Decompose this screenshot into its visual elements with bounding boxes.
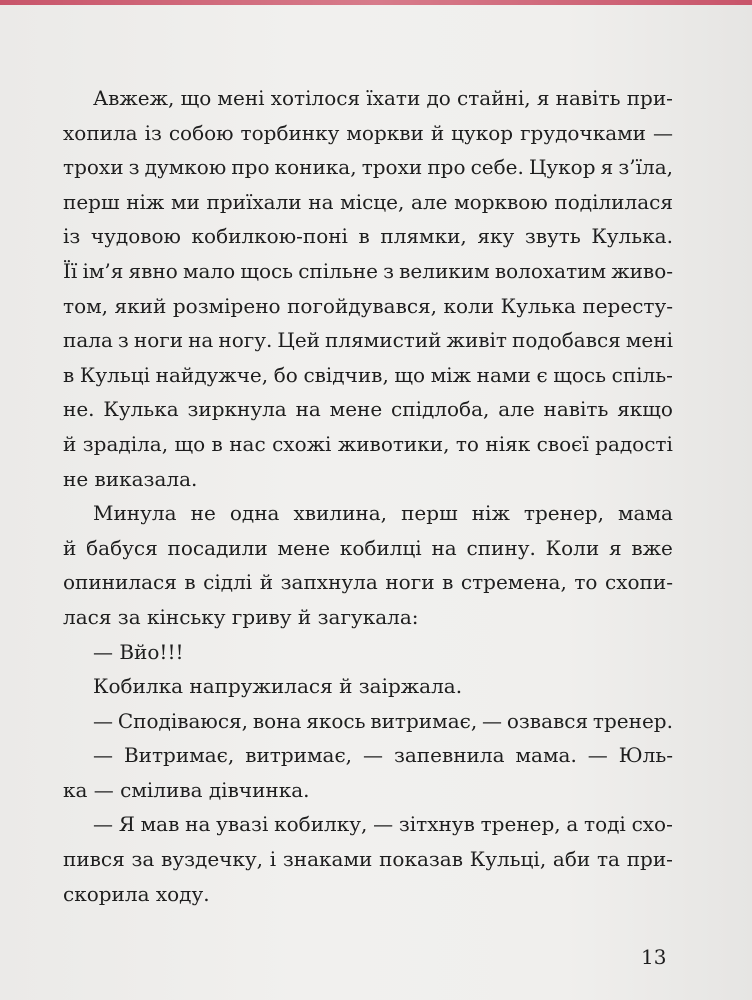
text-line: хопила із собою торбинку моркви й цукор грудочками — xyxy=(63,120,673,145)
text-line: скорила ходу. xyxy=(63,881,210,906)
text-line: не виказала. xyxy=(63,466,198,491)
text-line: не. Кулька зиркнула на мене спідлоба, але навіть якщо xyxy=(63,397,673,422)
text-line: пився за вуздечку, і знаками показав Кульці, аби та при- xyxy=(63,847,673,872)
text-line: том, який розмірено погойдувався, коли Кулька пересту- xyxy=(63,293,673,318)
text-line: опинилася в сідлі й запхнула ноги в стремена, то схопи- xyxy=(63,570,673,595)
text-line: Минула не одна хвилина, перш ніж тренер, мама xyxy=(93,501,673,526)
text-line: із чудовою кобилкою-поні в плямки, яку звуть Кулька. xyxy=(63,224,673,249)
text-line: й бабуся посадили мене кобилці на спину. Коли я вже xyxy=(63,535,673,560)
text-line: Її ім’я явно мало щось спільне з великим волохатим живо- xyxy=(63,258,673,283)
text-line: в Кульці найдужче, бо свідчив, що між нами є щось спіль- xyxy=(63,362,673,387)
text-line: лася за кінську гриву й загукала: xyxy=(63,604,419,629)
text-line: перш ніж ми приїхали на місце, але морквою поділилася xyxy=(63,189,673,214)
text-line: — Я мав на увазі кобилку, — зітхнув тренер, а тоді схо- xyxy=(93,812,673,837)
text-line: ка — смілива дівчинка. xyxy=(63,777,310,802)
text-line: Кобилка напружилася й заіржала. xyxy=(93,674,463,699)
page-number: 13 xyxy=(641,945,667,969)
text-line: Авжеж, що мені хотілося їхати до стайні, я навіть при- xyxy=(93,86,673,110)
text-line: — Сподіваюся, вона якось витримає, — озвався тренер. xyxy=(93,708,673,733)
body-text xyxy=(63,81,673,911)
text-line: — Вйо!!! xyxy=(93,639,184,664)
text-line: трохи з думкою про коника, трохи про себе. Цукор я з’їла, xyxy=(63,155,673,180)
text-line: й зраділа, що в нас схожі животики, то ніяк своєї радості xyxy=(63,431,673,456)
text-line: пала з ноги на ногу. Цей плямистий живіт подобався мені xyxy=(63,328,673,353)
book-page xyxy=(0,5,752,1000)
text-line: — Витримає, витримає, — запевнила мама. — Юль- xyxy=(93,743,673,768)
